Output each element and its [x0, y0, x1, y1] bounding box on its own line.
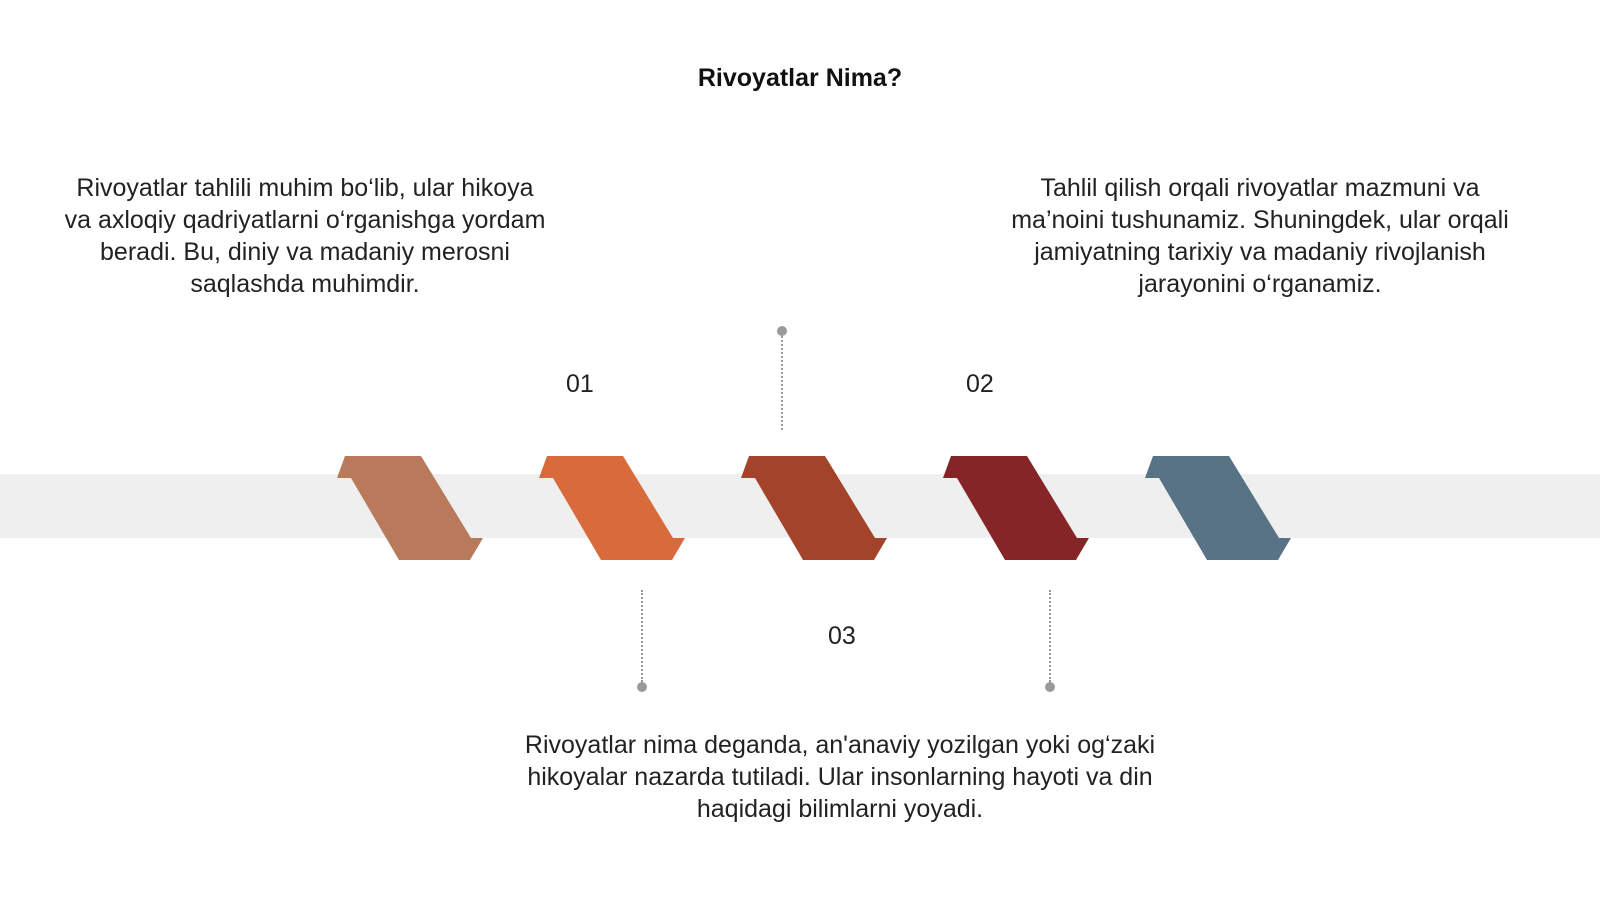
ribbon-shape-2: [539, 456, 685, 560]
connector-dot-bottom-right: [1045, 682, 1055, 692]
item-02-text: Tahlil qilish orqali rivoyatlar mazmuni va ma’noini tushunamiz. Shuningdek, ular orqali jamiyatning tarixiy va madaniy rivojlanish jarayonini o‘rganamiz.: [1011, 174, 1509, 298]
ribbon-shape-5: [1145, 456, 1291, 560]
connector-line-top: [781, 336, 783, 430]
ribbon-shape-4: [943, 456, 1089, 560]
slide-title: Rivoyatlar Nima?: [697, 64, 903, 92]
item-02-number: 02: [966, 370, 994, 398]
connector-dot-bottom-left: [637, 682, 647, 692]
item-03-number: 03: [828, 622, 856, 650]
ribbon-shape-3: [741, 456, 887, 560]
connector-line-bottom-left: [641, 590, 643, 682]
item-01-text: Rivoyatlar tahlili muhim bo‘lib, ular hikoya va axloqiy qadriyatlarni o‘rganishga yordam beradi. Bu, diniy va madaniy merosni saqlashda muhimdir.: [64, 174, 546, 298]
item-03-text: Rivoyatlar nima deganda, an'anaviy yozilgan yoki og‘zaki hikoyalar nazarda tutiladi. Ular insonlarning hayoti va din haqidagi bilimlarni yoyadi.: [524, 731, 1156, 823]
connector-dot-top: [777, 326, 787, 336]
connector-line-bottom-right: [1049, 590, 1051, 682]
item-01-number: 01: [566, 370, 594, 398]
ribbon-shape-1: [337, 456, 483, 560]
